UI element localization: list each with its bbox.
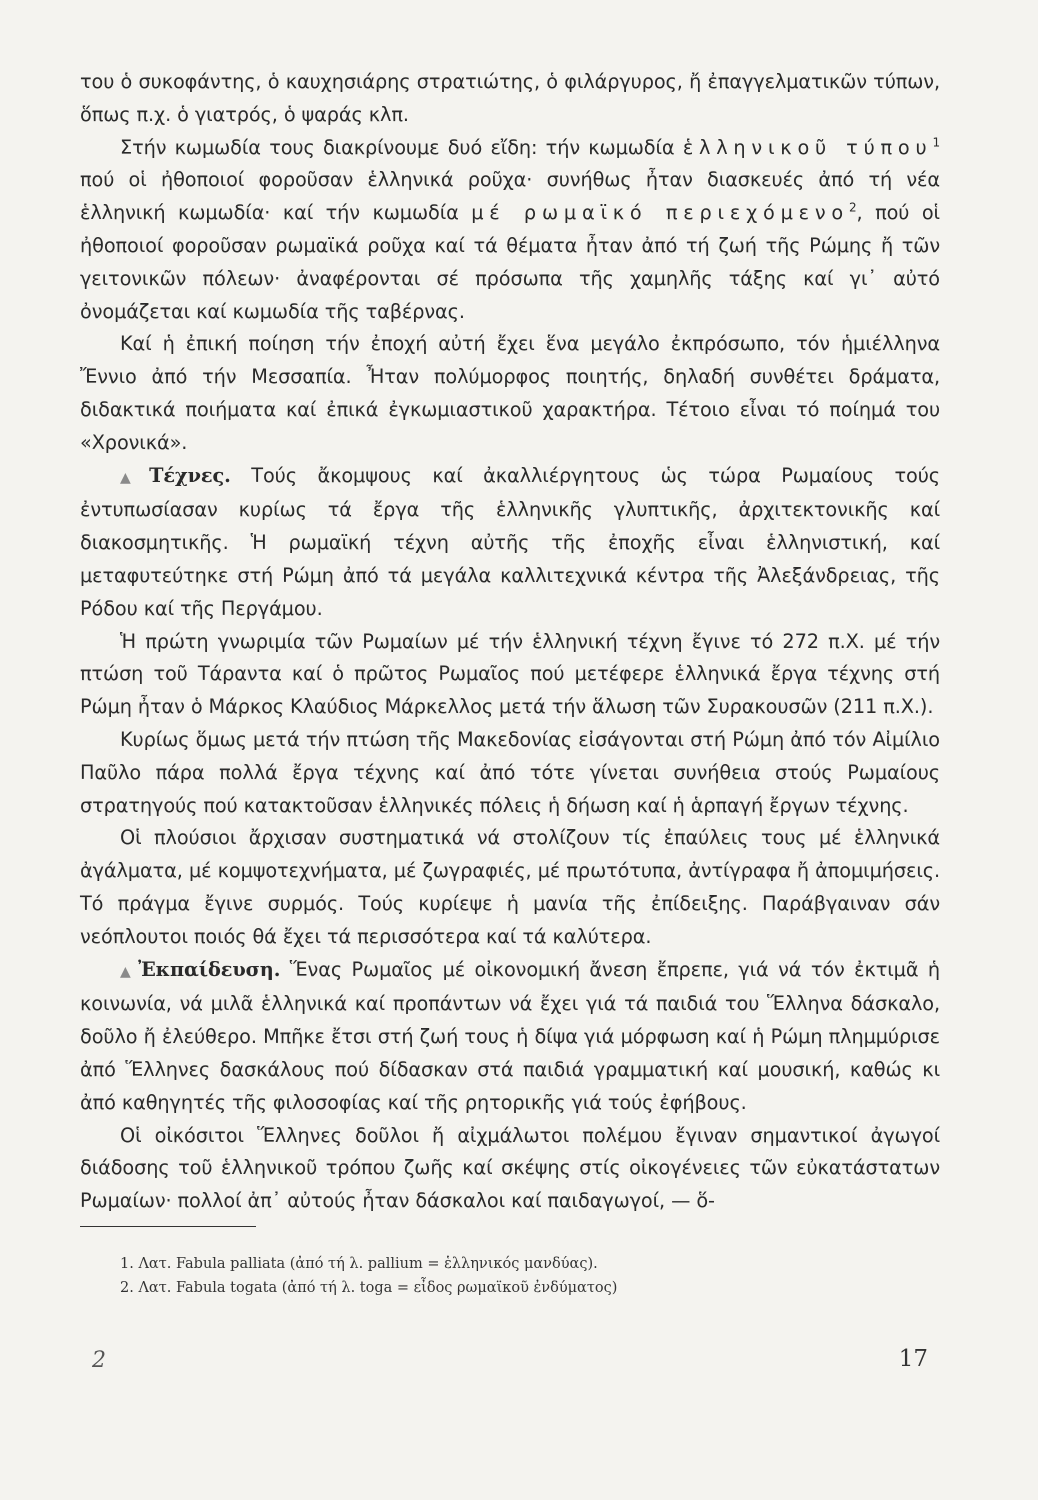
footnote-ref-2: 2 bbox=[849, 200, 857, 215]
paragraph-7: Οἱ πλούσιοι ἄρχισαν συστηματικά νά στολίζουν τίς ἐπαύλεις τους μέ ἑλληνικά ἀγάλματα, μέ κομψοτεχνήματα, μέ ζωγραφιές, μέ πρωτότυπα, ἀντίγραφα ἤ ἀπομιμήσεις. Τό πράγμα ἔγινε συρμός. Τούς κυρίεψε ἡ μανία τῆς ἐπίδειξης. Παράβγαιναν σάν νεόπλουτοι ποιός θά ἔχει τά περισσότερα καί τά καλύτερα. bbox=[80, 826, 940, 948]
paragraph-4-text: Τούς ἄκομψους καί ἀκαλλιέργητους ὡς τώρα Ρωμαίους τούς ἐντυπωσίασαν κυρίως τά ἔργα τῆς ἑλληνικῆς γλυπτικῆς, ἀρχιτεκτονικῆς καί διακοσμητικῆς. Ἡ ρωμαϊκή τέχνη αὐτῆς τῆς ἐποχῆς εἶναι ἑλληνιστική, καί μεταφυτεύτηκε στή Ρώμη ἀπό τά μεγάλα καλλιτεχνικά κέντρα τῆς Ἀλεξάνδρειας, τῆς Ρόδου καί τῆς Περγάμου. bbox=[80, 463, 940, 620]
footnote-ref-1: 1 bbox=[932, 135, 940, 150]
footnote-1: 1. Λατ. Fabula palliata (ἀπό τή λ. pallium = ἑλληνικός μανδύας). bbox=[120, 1256, 598, 1272]
paragraph-2-part-e: , πού οἱ ἠθοποιοί φοροῦσαν ρωμαϊκά ροῦχα καί τά θέματα ἦταν ἀπό τή ζωή τῆς Ρώμης ἤ τῶν γειτονικῶν πόλεων· ἀναφέρονται σέ πρόσωπα τῆς χαμηλῆς τάξης καί γι᾽ αὐτό ὀνομάζεται καί κωμωδία τῆς ταβέρνας. bbox=[80, 201, 940, 323]
paragraph-2-part-a: Στήν κωμωδία τους διακρίνουμε δυό εἴδη: τήν κωμωδία bbox=[120, 135, 683, 159]
triangle-icon: ▲ bbox=[120, 963, 135, 980]
footnote-2: 2. Λατ. Fabula togata (ἀπό τή λ. toga = εἶδος ρωμαϊκοῦ ἐνδύματος) bbox=[120, 1280, 618, 1296]
paragraph-3: Καί ἡ ἐπική ποίηση τήν ἐποχή αὐτή ἔχει ἕνα μεγάλο ἐκπρόσωπο, τόν ἡμιέλληνα Ἔννιο ἀπό τήν Μεσσαπία. Ἦταν πολύμορφος ποιητής, δηλαδή συνθέτει δράματα, διδακτικά ποιήματα καί ἐπικά ἐγκωμιαστικοῦ χαρακτήρα. Τέτοιο εἶναι τό ποίημά του «Χρονικά». bbox=[80, 332, 940, 454]
page-number: 17 bbox=[898, 1346, 928, 1372]
paragraph-8 bbox=[80, 954, 940, 1120]
greek-type-term: ἑλληνικοῦ τύπου bbox=[682, 135, 933, 159]
paragraph-1: του ὁ συκοφάντης, ὁ καυχησιάρης στρατιώτης, ὁ φιλάργυρος, ἤ ἐπαγγελματικῶν τύπων, ὅπως π.χ. ὁ γιατρός, ὁ ψαράς κλπ. bbox=[80, 70, 940, 126]
paragraph-6: Κυρίως ὅμως μετά τήν πτώση τῆς Μακεδονίας εἰσάγονται στή Ρώμη ἀπό τόν Αἰμίλιο Παῦλο πάρα πολλά ἔργα τέχνης καί ἀπό τότε γίνεται συνήθεια στούς Ρωμαίους στρατηγούς πού κατακτοῦσαν ἑλληνικές πόλεις ἡ δήωση καί ἡ ἁρπαγή ἔργων τέχνης. bbox=[80, 727, 940, 817]
signature-mark: 2 bbox=[92, 1348, 106, 1373]
paragraph-5: Ἡ πρώτη γνωριμία τῶν Ρωμαίων μέ τήν ἑλληνική τέχνη ἔγινε τό 272 π.Χ. μέ τήν πτώση τοῦ Τάραντα καί ὁ πρῶτος Ρωμαῖος πού μετέφερε ἑλληνικά ἔργα τέχνης στή Ρώμη ἦταν ὁ Μάρκος Κλαύδιος Μάρκελλος μετά τήν ἅλωση τῶν Συρακουσῶν (211 π.Χ.). bbox=[80, 629, 940, 719]
footnote-divider bbox=[80, 1226, 256, 1227]
main-text bbox=[80, 66, 940, 1218]
paragraph-2 bbox=[80, 132, 940, 329]
triangle-icon: ▲ bbox=[120, 469, 146, 486]
roman-content-term: μέ ρωμαϊκό περιεχόμενο bbox=[471, 201, 849, 225]
paragraph-2-part-c: πού οἱ ἠθοποιοί φοροῦσαν ἑλληνικά ροῦχα· συνήθως ἦταν διασκευές ἀπό τή νέα ἑλληνική κωμωδία· καί τήν κωμωδία bbox=[80, 168, 940, 225]
section-heading-education: Ἐκπαίδευση. bbox=[138, 957, 281, 981]
section-heading-arts: Τέχνες. bbox=[149, 463, 231, 487]
paragraph-4 bbox=[80, 460, 940, 626]
footnotes bbox=[120, 1252, 920, 1300]
paragraph-8-text: Ἕνας Ρωμαῖος μέ οἰκονομική ἄνεση ἔπρεπε, γιά νά τόν ἐκτιμᾶ ἡ κοινωνία, νά μιλᾶ ἑλληνικά καί προπάντων νά ἔχει γιά τά παιδιά του Ἕλληνα δάσκαλο, δοῦλο ἤ ἐλεύθερο. Μπῆκε ἔτσι στή ζωή τους ἡ δίψα γιά μόρφωση καί ἡ Ρώμη πλημμύρισε ἀπό Ἕλληνες δασκάλους πού δίδασκαν στά παιδιά γραμματική καί μουσική, καθώς κι ἀπό καθηγητές τῆς φιλοσοφίας καί τῆς ρητορικῆς γιά τούς ἐφήβους. bbox=[80, 957, 940, 1114]
paragraph-9: Οἱ οἰκόσιτοι Ἕλληνες δοῦλοι ἤ αἰχμάλωτοι πολέμου ἔγιναν σημαντικοί ἀγωγοί διάδοσης τοῦ ἑλληνικοῦ τρόπου ζωῆς καί σκέψης στίς οἰκογένειες τῶν εὐκατάστατων Ρωμαίων· πολλοί ἀπ᾽ αὐτούς ἦταν δάσκαλοι καί παιδαγωγοί, — ὅ- bbox=[80, 1123, 940, 1213]
